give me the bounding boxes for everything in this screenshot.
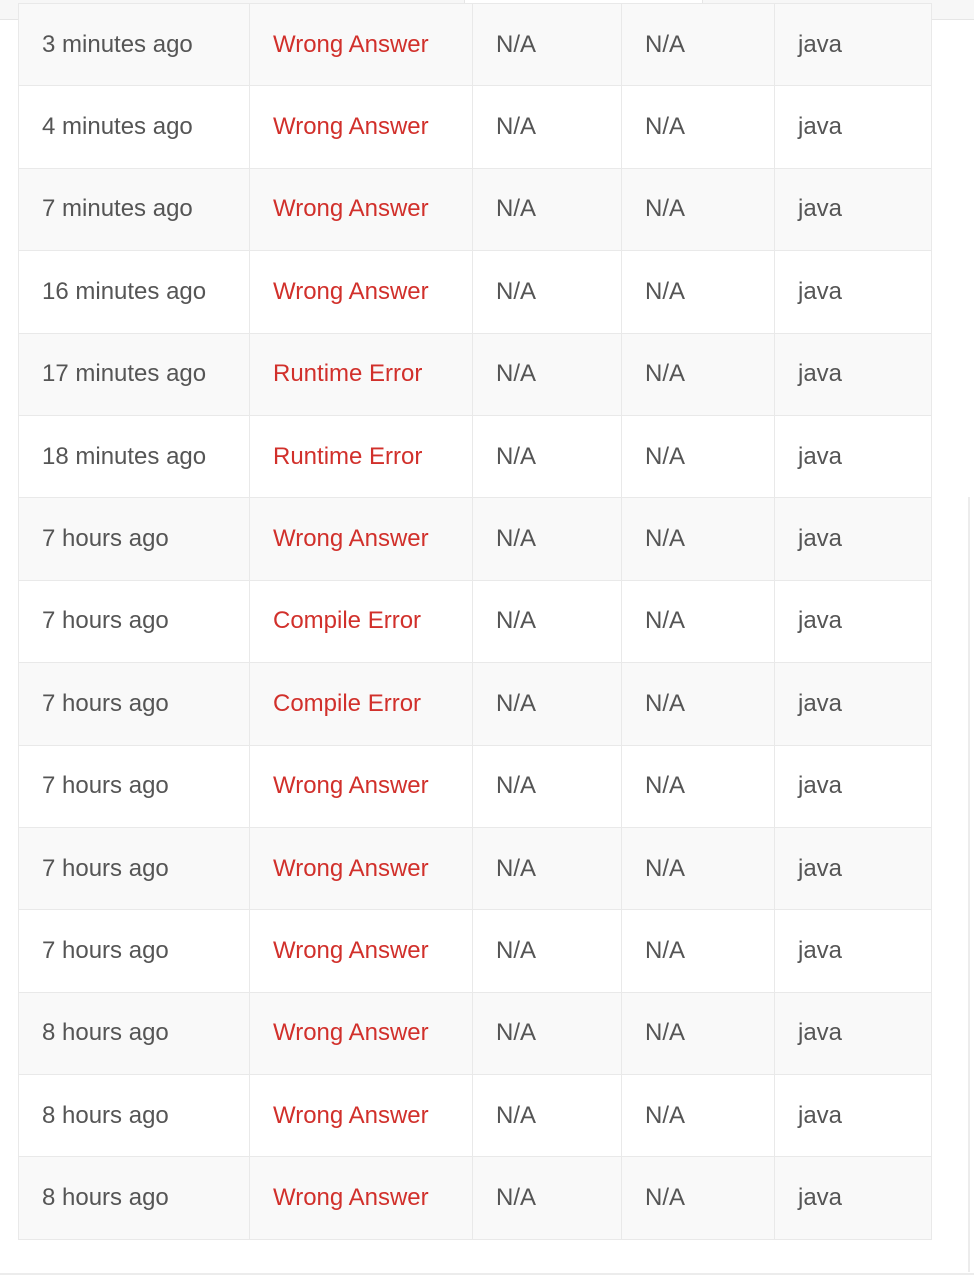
submission-time: 7 hours ago [19,745,250,827]
submission-runtime: N/A [473,745,622,827]
submission-language: java [775,251,932,333]
submission-language: java [775,580,932,662]
submission-time: 7 hours ago [19,663,250,745]
submission-status-link[interactable]: Wrong Answer [250,498,473,580]
submission-runtime: N/A [473,1157,622,1239]
submission-time: 8 hours ago [19,992,250,1074]
submission-memory: N/A [622,4,775,86]
submission-memory: N/A [622,827,775,909]
submission-status-link[interactable]: Wrong Answer [250,992,473,1074]
submission-status-link[interactable]: Wrong Answer [250,86,473,168]
submission-time: 18 minutes ago [19,415,250,497]
table-row [19,333,932,415]
table-row [19,827,932,909]
submission-memory: N/A [622,333,775,415]
submission-time: 17 minutes ago [19,333,250,415]
submission-memory: N/A [622,992,775,1074]
submission-language: java [775,910,932,992]
submission-language: java [775,333,932,415]
submission-language: java [775,1075,932,1157]
submission-status-link[interactable]: Wrong Answer [250,4,473,86]
submission-language: java [775,745,932,827]
submission-runtime: N/A [473,992,622,1074]
submission-status-link[interactable]: Wrong Answer [250,168,473,250]
submission-runtime: N/A [473,580,622,662]
submission-memory: N/A [622,168,775,250]
table-row [19,4,932,86]
table-row [19,745,932,827]
submission-status-link[interactable]: Wrong Answer [250,910,473,992]
scroll-edge [968,497,970,1272]
bottom-divider [0,1273,974,1275]
table-row [19,1157,932,1239]
submission-language: java [775,86,932,168]
submission-time: 16 minutes ago [19,251,250,333]
submission-status-link[interactable]: Compile Error [250,663,473,745]
submission-language: java [775,4,932,86]
table-row [19,415,932,497]
submission-time: 3 minutes ago [19,4,250,86]
submission-memory: N/A [622,663,775,745]
submission-memory: N/A [622,580,775,662]
submission-language: java [775,415,932,497]
submission-time: 7 minutes ago [19,168,250,250]
submission-status-link[interactable]: Wrong Answer [250,1157,473,1239]
submission-memory: N/A [622,415,775,497]
table-row [19,580,932,662]
submission-language: java [775,1157,932,1239]
submission-memory: N/A [622,251,775,333]
submission-time: 7 hours ago [19,827,250,909]
submission-memory: N/A [622,1157,775,1239]
submission-runtime: N/A [473,86,622,168]
submission-runtime: N/A [473,663,622,745]
submission-runtime: N/A [473,498,622,580]
submission-runtime: N/A [473,827,622,909]
submission-memory: N/A [622,498,775,580]
submission-time: 7 hours ago [19,498,250,580]
submission-language: java [775,498,932,580]
submission-time: 7 hours ago [19,580,250,662]
table-row [19,168,932,250]
submission-status-link[interactable]: Wrong Answer [250,745,473,827]
table-row [19,251,932,333]
submission-language: java [775,168,932,250]
submission-time: 8 hours ago [19,1075,250,1157]
table-row [19,498,932,580]
submission-memory: N/A [622,86,775,168]
submission-memory: N/A [622,1075,775,1157]
table-row [19,86,932,168]
submission-runtime: N/A [473,1075,622,1157]
submission-status-link[interactable]: Runtime Error [250,333,473,415]
submission-runtime: N/A [473,910,622,992]
submission-time: 4 minutes ago [19,86,250,168]
submission-language: java [775,992,932,1074]
table-row [19,992,932,1074]
submissions-table-container [18,3,931,1240]
submission-status-link[interactable]: Compile Error [250,580,473,662]
submission-memory: N/A [622,910,775,992]
submission-runtime: N/A [473,415,622,497]
submission-runtime: N/A [473,4,622,86]
submission-time: 7 hours ago [19,910,250,992]
submission-memory: N/A [622,745,775,827]
table-row [19,910,932,992]
submission-runtime: N/A [473,333,622,415]
submission-time: 8 hours ago [19,1157,250,1239]
table-row [19,663,932,745]
submission-runtime: N/A [473,168,622,250]
submission-status-link[interactable]: Wrong Answer [250,251,473,333]
submission-status-link[interactable]: Runtime Error [250,415,473,497]
table-row [19,1075,932,1157]
submission-status-link[interactable]: Wrong Answer [250,1075,473,1157]
submission-language: java [775,663,932,745]
submission-runtime: N/A [473,251,622,333]
submissions-table-body [19,4,932,1240]
submissions-table [18,3,932,1240]
submission-language: java [775,827,932,909]
submission-status-link[interactable]: Wrong Answer [250,827,473,909]
